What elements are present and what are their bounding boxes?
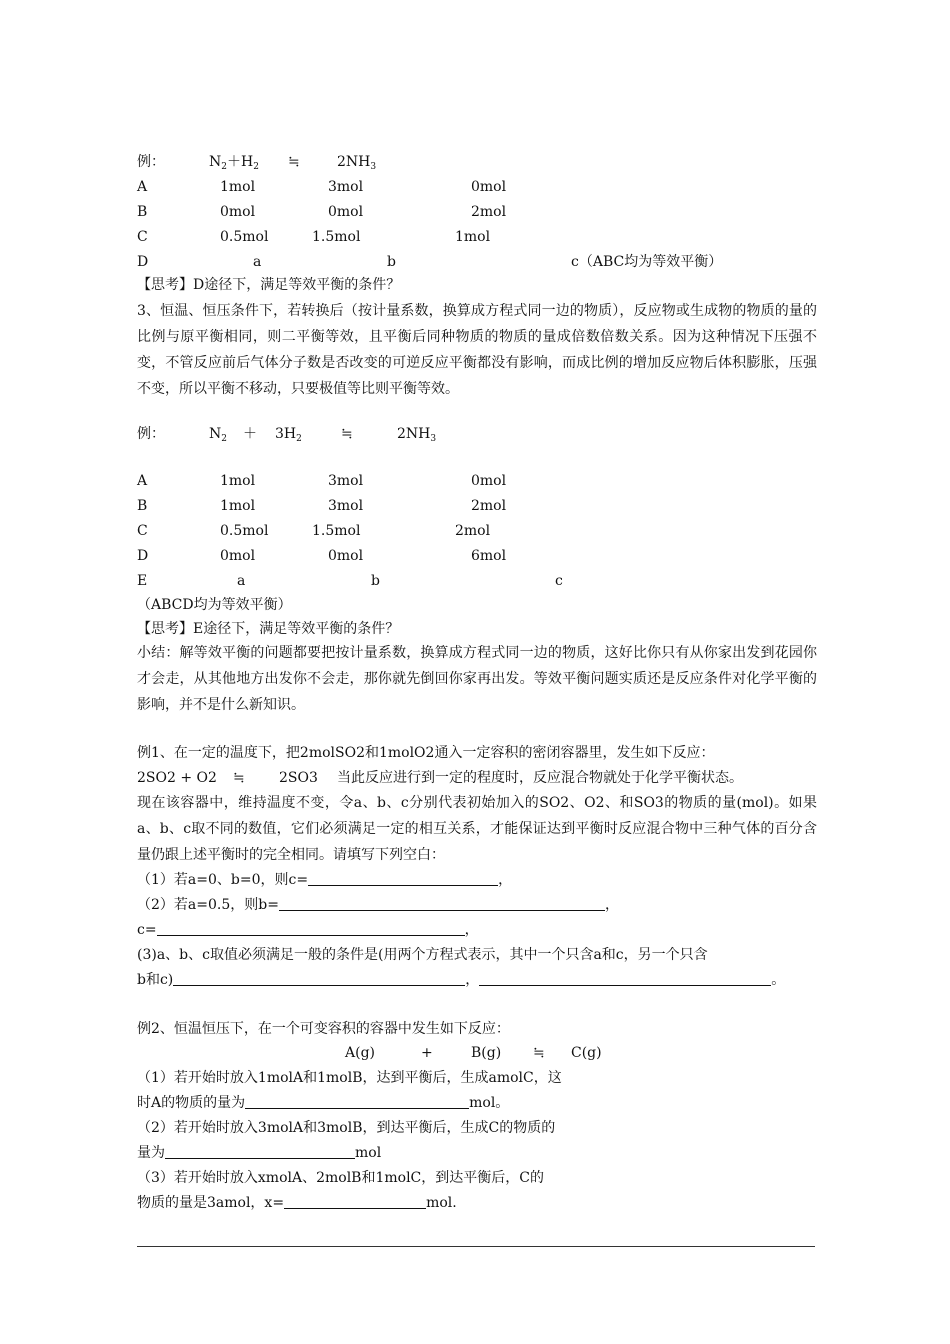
- punctuation: ，: [464, 922, 479, 938]
- cell: 1.5mol: [312, 229, 361, 245]
- row-label: D: [137, 254, 149, 270]
- cell: 2mol: [471, 204, 507, 220]
- formula-subscript: 2: [221, 162, 227, 172]
- footer-divider: [137, 1246, 815, 1247]
- sub-question-3: (3)a、b、c取值必须满足一般的条件是(用两个方程式表示，其中一个只含a和c，另一个只含: [137, 947, 708, 963]
- cell: 2mol: [455, 523, 491, 539]
- row-label: B: [137, 498, 148, 514]
- cell: 1mol: [220, 498, 256, 514]
- cell: 6mol: [471, 548, 507, 564]
- cell: 3mol: [328, 179, 364, 195]
- answer-blank[interactable]: [279, 896, 605, 911]
- formula-part: N: [209, 426, 222, 442]
- formula-subscript: 2: [221, 434, 227, 444]
- equation-product: 2SO3: [279, 770, 318, 786]
- cell: 0mol: [220, 204, 256, 220]
- sub-question-text: 物质的量是3amol，x=: [137, 1195, 285, 1211]
- q2-sub-3: （3）若开始时放入xmolA、2molB和1molC，到达平衡后，C的: [137, 1170, 544, 1186]
- sub-question-text: 时A的物质的量为: [137, 1095, 246, 1111]
- cell: 0mol: [328, 204, 364, 220]
- q2-sub-2: （2）若开始时放入3molA和3molB，到达平衡后，生成C的物质的: [137, 1120, 556, 1136]
- sub-question-text: 量为: [137, 1145, 165, 1161]
- row-label: C: [137, 229, 148, 245]
- cell: 0mol: [328, 548, 364, 564]
- cell: 3mol: [328, 498, 364, 514]
- plus-sign: ＋: [243, 426, 257, 442]
- reaction-product: [397, 424, 436, 449]
- formula-part: N: [209, 154, 222, 170]
- equilibrium-sign: ≒: [233, 770, 245, 786]
- species-b: B(g): [471, 1045, 502, 1061]
- cell: 0.5mol: [220, 523, 269, 539]
- question-1-intro: 例1、在一定的温度下，把2molSO2和1molO2通入一定容积的密闭容器里，发生如下反应：: [137, 745, 715, 761]
- row-label: A: [137, 179, 148, 195]
- cell: 3mol: [328, 473, 364, 489]
- cell: 0mol: [471, 179, 507, 195]
- sub-question-3-answers: [137, 970, 785, 990]
- answer-blank[interactable]: [165, 1144, 355, 1159]
- sub-question-text: b和c): [137, 972, 174, 988]
- reaction-product: [337, 152, 376, 177]
- reactant-h2: [275, 424, 302, 449]
- species-a: A(g): [345, 1045, 375, 1061]
- punctuation: ，: [465, 972, 480, 988]
- formula-part: 2NH: [397, 426, 431, 442]
- example-label: 例：: [137, 426, 165, 442]
- plus-sign: +: [421, 1045, 433, 1061]
- cell: 0.5mol: [220, 229, 269, 245]
- cell: 0mol: [220, 548, 256, 564]
- question-1-body: 现在该容器中，维持温度不变，令a、b、c分别代表初始加入的SO2、O2、和SO3的物质的量(mol)。如果a、b、c取不同的数值，它们必须满足一定的相互关系，才能保证达到平衡时反应混合物中三种气体的百分含量仍跟上述平衡时的完全相同。请填写下列空白：: [137, 795, 817, 863]
- row-label: C: [137, 523, 148, 539]
- formula-subscript: 3: [370, 162, 377, 172]
- cell: 1mol: [220, 473, 256, 489]
- question-2-intro: 例2、恒温恒压下，在一个可变容积的容器中发生如下反应：: [137, 1021, 510, 1037]
- cell: 1.5mol: [312, 523, 361, 539]
- formula-part: ＋H: [226, 154, 254, 170]
- answer-blank[interactable]: [284, 1194, 426, 1209]
- cell: c（ABC均为等效平衡）: [571, 254, 723, 270]
- equation-reactants: 2SO2 + O2: [137, 770, 217, 786]
- answer-blank[interactable]: [173, 971, 465, 986]
- row-label: D: [137, 548, 149, 564]
- equation-note: 当此反应进行到一定的程度时，反应混合物就处于化学平衡状态。: [337, 770, 743, 786]
- summary-paragraph: 小结：解等效平衡的问题都要把按计量系数，换算成方程式同一边的物质，这好比你只有从你家出发到花园你才会走，从其他地方出发你不会走，那你就先倒回你家再出发。等效平衡问题实质还是反应条件对化学平衡的影响，并不是什么新知识。: [137, 645, 817, 713]
- equilibrium-sign: ≒: [533, 1045, 545, 1061]
- formula-part: 2NH: [337, 154, 371, 170]
- answer-blank[interactable]: [157, 921, 465, 936]
- equilibrium-sign: ≒: [288, 154, 300, 170]
- punctuation: ，: [498, 872, 513, 888]
- punctuation: 。: [771, 972, 786, 988]
- cell: a: [253, 254, 262, 270]
- answer-blank[interactable]: [308, 871, 498, 886]
- sub-question-text: （1）若a=0、b=0，则c=: [137, 872, 309, 888]
- cell: 0mol: [471, 473, 507, 489]
- sub-question-2-c: [137, 920, 479, 940]
- cell: 1mol: [220, 179, 256, 195]
- cell: b: [371, 573, 380, 589]
- answer-blank[interactable]: [479, 971, 771, 986]
- species-c: C(g): [571, 1045, 602, 1061]
- sub-question-1: [137, 870, 512, 890]
- formula-subscript: 3: [430, 434, 437, 444]
- sub-question-text: c=: [137, 922, 157, 938]
- question-1-equation: [137, 768, 217, 788]
- q2-sub-1: （1）若开始时放入1molA和1molB，达到平衡后，生成amolC，这: [137, 1070, 562, 1086]
- q2-sub-2-answer: [137, 1143, 381, 1163]
- cell: a: [237, 573, 246, 589]
- think-question: 【思考】E途径下，满足等效平衡的条件？: [137, 621, 400, 637]
- example-label: 例：: [137, 154, 165, 170]
- equilibrium-sign: ≒: [341, 426, 353, 442]
- sub-question-text: （2）若a=0.5，则b=: [137, 897, 279, 913]
- sub-question-2: [137, 895, 619, 915]
- cell: b: [387, 254, 396, 270]
- formula-subscript: 2: [253, 162, 259, 172]
- equivalence-note: （ABCD均为等效平衡）: [137, 597, 292, 613]
- unit: mol。: [469, 1095, 510, 1111]
- row-label: B: [137, 204, 148, 220]
- cell: 2mol: [471, 498, 507, 514]
- formula-part: 3H: [275, 426, 297, 442]
- row-label: E: [137, 573, 148, 589]
- think-question: 【思考】D途径下，满足等效平衡的条件？: [137, 277, 401, 293]
- cell: c: [555, 573, 563, 589]
- unit: mol: [355, 1145, 382, 1161]
- row-label: A: [137, 473, 148, 489]
- q2-sub-3-answer: [137, 1193, 457, 1213]
- reaction-formula: [209, 152, 259, 177]
- cell: 1mol: [455, 229, 491, 245]
- q2-sub-1-answer: [137, 1093, 509, 1113]
- punctuation: ，: [604, 897, 619, 913]
- formula-subscript: 2: [296, 434, 302, 444]
- unit: mol.: [426, 1195, 457, 1211]
- reactant-n2: [209, 424, 227, 449]
- paragraph-section-3: 3、恒温、恒压条件下，若转换后（按计量系数，换算成方程式同一边的物质），反应物或生成物的物质的量的比例与原平衡相同，则二平衡等效，且平衡后同种物质的物质的量成倍数倍数关系。因为这种情况下压强不变，不管反应前后气体分子数是否改变的可逆反应平衡都没有影响，而成比例的增加反应物后体积膨胀，压强不变，所以平衡不移动，只要极值等比则平衡等效。: [137, 303, 817, 397]
- answer-blank[interactable]: [245, 1094, 469, 1109]
